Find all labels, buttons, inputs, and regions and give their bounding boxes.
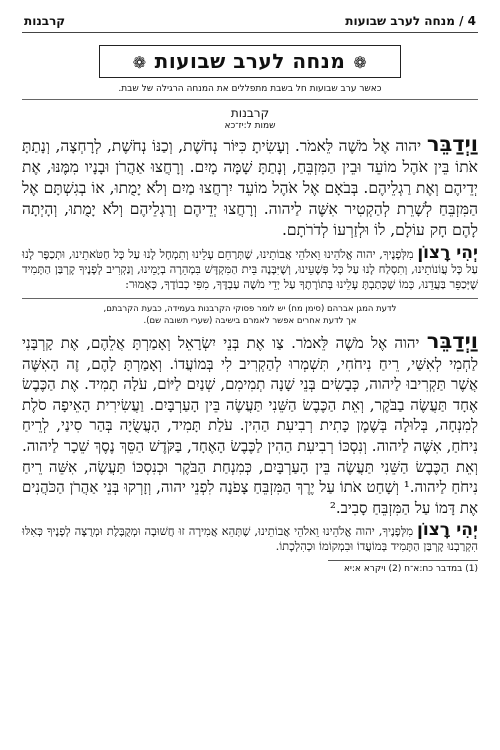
running-head <box>22 8 478 33</box>
kiyor-lead-word: וַיְדַבֵּר <box>426 132 478 156</box>
korbanot-heading: קרבנות <box>230 106 270 120</box>
source-footnote: (1) במדבר כח:א־ח (2) ויקרא א:יא <box>328 560 478 574</box>
shabbat-note: כאשר ערב שבועות חל בשבת מתפללים את המנחה הרגילה של שבת. <box>22 84 478 100</box>
yehi-ratzon-prayer-2 <box>22 520 478 554</box>
ornament-left-icon: ❁ <box>132 53 147 72</box>
korbanot-source: שמות ל:יז־כא <box>224 121 276 131</box>
instruction-line-1: לדעת המגן אברהם (סימן מח) יש לומר פסוקי הקרבנות בעמידה, כבעת הקרבתם, <box>103 304 397 314</box>
tamid-lead-word: וַיְדַבֵּר <box>426 329 478 353</box>
kiyor-text: יהוה אֶל מֹשֶׁה לֵּאמֹר. וְעָשִׂיתָ כִּיּוֹר נְחֹשֶׁת, וְכַנּוֹ נְחֹשֶׁת, לְרָחְצָה, וְנָתַתָּ אֹתוֹ בֵּין אֹהֶל מוֹעֵד וּבֵין הַמִּזְבֵּחַ, וְנָתַתָּ שָׁמָּה מָיִם. וְרָחֲצוּ אַהֲרֹן וּבָנָיו מִמֶּנּוּ, אֶת יְדֵיהֶם וְאֶת רַגְלֵיהֶם. בְּבֹאָם אֶל אֹהֶל מוֹעֵד יִרְחֲצוּ מַיִם וְלֹא יָמֻתוּ, אוֹ בְגִשְׁתָּם אֶל הַמִּזְבֵּחַ לְשָׁרֵת לְהַקְטִיר אִשֶּׁה לַיהוה. וְרָחֲצוּ יְדֵיהֶם וְרַגְלֵיהֶם וְלֹא יָמֻתוּ, וְהָיְתָה לָהֶם חָק עוֹלָם, לוֹ וּלְזַרְעוֹ לְדֹרֹתָם. <box>22 137 478 239</box>
instruction-line-2: אך לדעת אחרים אפשר לאמרם בישיבה (שערי תשובה שם). <box>143 316 357 326</box>
running-head-section: קרבנות <box>24 14 66 28</box>
prayer2-text: מִלְּפָנֶיךָ, יהוה אֱלֹהֵינוּ וֵאלֹהֵי אֲבוֹתֵינוּ, שֶׁתְּהֵא אֲמִירָה זוּ חֲשׁוּבָה וּמְקֻבֶּלֶת וּמְרֻצָּה לְפָנֶיךָ כְּאִלּוּ הִקְרַבְנוּ קָרְבַּן הַתָּמִיד בְּמוֹעֲדוֹ וּבִמְקוֹמוֹ וּכְהִלְכָתוֹ. <box>22 524 478 554</box>
kiyor-passage <box>22 134 478 241</box>
prayer1-lead: יְהִי רָצוֹן <box>417 243 478 263</box>
service-title <box>99 45 401 78</box>
yehi-ratzon-prayer-1 <box>22 243 478 292</box>
siddur-page <box>22 8 478 746</box>
prayer2-lead: יְהִי רָצוֹן <box>417 520 478 541</box>
running-head-page-title: 4 / מנחה לערב שבועות <box>345 14 476 28</box>
tamid-text: יהוה אֶל מֹשֶׁה לֵּאמֹר. צַו אֶת בְּנֵי יִשְׂרָאֵל וְאָמַרְתָּ אֲלֵהֶם, אֶת קָרְבָּנִי לַחְמִי לְאִשַּׁי, רֵיחַ נִיחֹחִי, תִּשְׁמְרוּ לְהַקְרִיב לִי בְּמוֹעֲדוֹ. וְאָמַרְתָּ לָהֶם, זֶה הָאִשֶּׁה אֲשֶׁר תַּקְרִיבוּ לַיהוה, כְּבָשִׂים בְּנֵי שָׁנָה תְמִימִם, שְׁנַיִם לַיּוֹם, עֹלָה תָמִיד. אֶת הַכֶּבֶשׂ אֶחָד תַּעֲשֶׂה בַבֹּקֶר, וְאֵת הַכֶּבֶשׂ הַשֵּׁנִי תַּעֲשֶׂה בֵּין הָעַרְבָּיִם. וַעֲשִׂירִית הָאֵיפָה סֹלֶת לְמִנְחָה, בְּלוּלָה בְּשֶׁמֶן כָּתִית רְבִיעִת הַהִין. עֹלַת תָּמִיד, הָעֲשֻׂיָה בְּהַר סִינַי, לְרֵיחַ נִיחֹחַ, אִשֶּׁה לַיהוה. וְנִסְכּוֹ רְבִיעִת הַהִין לַכֶּבֶשׂ הָאֶחָד, בַּקֹּדֶשׁ הַסֵּךְ נֶסֶךְ שֵׁכָר לַיהוה. וְאֵת הַכֶּבֶשׂ הַשֵּׁנִי תַּעֲשֶׂה בֵּין הָעַרְבָּיִם, כְּמִנְחַת הַבֹּקֶר וּכְנִסְכּוֹ תַּעֲשֶׂה, אִשֵּׁה רֵיחַ נִיחֹחַ לַיהוה.¹ וְשָׁחַט אֹתוֹ עַל יֶרֶךְ הַמִּזְבֵּחַ צָפֹנָה לִפְנֵי יהוה, וְזָרְקוּ בְּנֵי אַהֲרֹן הַכֹּהֲנִים אֶת דָּמוֹ עַל הַמִּזְבֵּחַ סָבִיב.² <box>22 334 478 517</box>
standing-instruction <box>22 298 478 327</box>
ornament-right-icon: ❁ <box>353 53 368 72</box>
tamid-passage <box>22 331 478 518</box>
prayer1-text: מִלְּפָנֶיךָ, יהוה אֱלֹהֵינוּ וֵאלֹהֵי אֲבוֹתֵינוּ, שֶׁתְּרַחֵם עָלֵינוּ וְתִמְחָל לָנוּ עַל כָּל חַטֹּאתֵינוּ, וּתְכַפֶּר לָנוּ עַל כָּל עֲוֹנוֹתֵינוּ, וְתִסְלַח לָנוּ עַל כָּל פְּשָׁעֵינוּ, וְשֶׁיִּבָּנֶה בֵּית הַמִּקְדָּשׁ בִּמְהֵרָה בְיָמֵינוּ, וְנַקְרִיב לְפָנֶיךָ קָרְבַּן הַתָּמִיד שֶׁיְּכַפֵּר בַּעֲדֵנוּ, כְּמוֹ שֶׁכָּתַבְתָּ עָלֵינוּ בְּתוֹרָתֶךָ עַל יְדֵי מֹשֶׁה עַבְדֶּךָ, מִפִּי כְבוֹדֶךָ, כָּאָמוּר: <box>22 247 478 291</box>
service-title-text: מנחה לערב שבועות <box>154 49 346 73</box>
